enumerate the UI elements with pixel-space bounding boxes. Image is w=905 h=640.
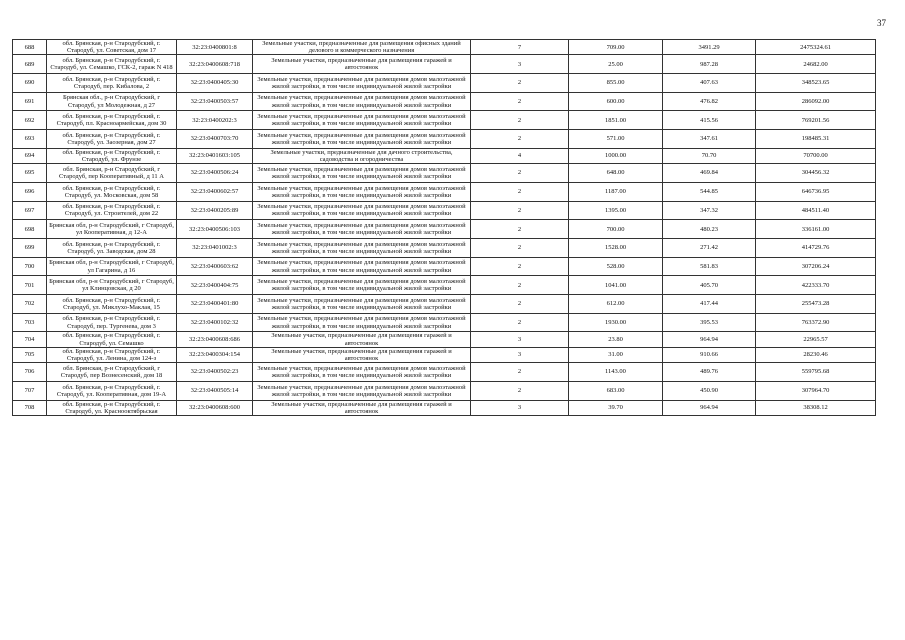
- unit-value-cell: 480.23: [663, 220, 756, 239]
- unit-value-cell: 987.28: [663, 55, 756, 74]
- row-number-cell: 704: [13, 332, 47, 347]
- unit-value-cell: 476.82: [663, 92, 756, 111]
- land-use-cell: Земельные участки, предназначенные для размещения домов малоэтажной жилой застройки, в том числе индивидуальной жилой застройки: [253, 182, 471, 201]
- address-cell: обл. Брянская, р-н Стародубский, г. Стародуб, пер. Тургенева, дом 3: [47, 313, 177, 332]
- table-row: [13, 148, 876, 163]
- cadastral-value-cell: 24682.00: [756, 55, 876, 74]
- unit-value-cell: 347.32: [663, 201, 756, 220]
- address-cell: обл. Брянская, р-н Стародубский, г. Стародуб, ул. Московская, дом 58: [47, 182, 177, 201]
- row-number-cell: 700: [13, 257, 47, 276]
- area-cell: 709.00: [569, 40, 663, 55]
- page-number: 37: [877, 18, 886, 28]
- cadastral-value-cell: 348523.65: [756, 74, 876, 93]
- cadastral-value-cell: 307206.24: [756, 257, 876, 276]
- row-number-cell: 693: [13, 130, 47, 149]
- cadastral-number-cell: 32:23:0400608:718: [177, 55, 253, 74]
- table-row: [13, 201, 876, 220]
- table-row: [13, 74, 876, 93]
- land-use-cell: Земельные участки, предназначенные для размещения гаражей и автостоянок: [253, 332, 471, 347]
- address-cell: обл. Брянская, р-н Стародубский, г. Стародуб, ул. Фрунзе: [47, 148, 177, 163]
- cadastral-value-cell: 255473.28: [756, 295, 876, 314]
- area-cell: 1000.00: [569, 148, 663, 163]
- cadastral-number-cell: 32:23:0400608:686: [177, 332, 253, 347]
- land-use-cell: Земельные участки, предназначенные для размещения домов малоэтажной жилой застройки, в том числе индивидуальной жилой застройки: [253, 111, 471, 130]
- unit-value-cell: 70.70: [663, 148, 756, 163]
- land-use-cell: Земельные участки, предназначенные для размещения домов малоэтажной жилой застройки, в том числе индивидуальной жилой застройки: [253, 363, 471, 382]
- cadastral-number-cell: 32:23:0400505:14: [177, 381, 253, 400]
- area-cell: 1187.00: [569, 182, 663, 201]
- cadastral-number-cell: 32:23:0400202:3: [177, 111, 253, 130]
- land-registry-table: [12, 39, 876, 416]
- area-cell: 612.00: [569, 295, 663, 314]
- cadastral-value-cell: 769201.56: [756, 111, 876, 130]
- group-number-cell: 2: [471, 201, 569, 220]
- cadastral-value-cell: 414729.76: [756, 239, 876, 258]
- cadastral-number-cell: 32:23:0400801:8: [177, 40, 253, 55]
- land-use-cell: Земельные участки, предназначенные для размещения домов малоэтажной жилой застройки, в том числе индивидуальной жилой застройки: [253, 381, 471, 400]
- area-cell: 571.00: [569, 130, 663, 149]
- group-number-cell: 2: [471, 130, 569, 149]
- cadastral-number-cell: 32:23:0401002:3: [177, 239, 253, 258]
- table-row: [13, 400, 876, 415]
- area-cell: 528.00: [569, 257, 663, 276]
- group-number-cell: 3: [471, 332, 569, 347]
- group-number-cell: 2: [471, 182, 569, 201]
- cadastral-value-cell: 304456.32: [756, 164, 876, 183]
- land-use-cell: Земельные участки, предназначенные для дачного строительства, садоводства и огородничества: [253, 148, 471, 163]
- group-number-cell: 3: [471, 55, 569, 74]
- cadastral-number-cell: 32:23:0400304:154: [177, 347, 253, 362]
- area-cell: 1041.00: [569, 276, 663, 295]
- area-cell: 25.00: [569, 55, 663, 74]
- cadastral-value-cell: 422333.70: [756, 276, 876, 295]
- cadastral-number-cell: 32:23:0400205:89: [177, 201, 253, 220]
- cadastral-value-cell: 484511.40: [756, 201, 876, 220]
- row-number-cell: 695: [13, 164, 47, 183]
- row-number-cell: 706: [13, 363, 47, 382]
- row-number-cell: 708: [13, 400, 47, 415]
- group-number-cell: 2: [471, 92, 569, 111]
- address-cell: Брянская обл, р-н Стародубский, г Стародуб, ул Гагарина, д 16: [47, 257, 177, 276]
- table-row: [13, 332, 876, 347]
- cadastral-number-cell: 32:23:0400401:80: [177, 295, 253, 314]
- group-number-cell: 2: [471, 313, 569, 332]
- row-number-cell: 703: [13, 313, 47, 332]
- unit-value-cell: 450.90: [663, 381, 756, 400]
- area-cell: 700.00: [569, 220, 663, 239]
- address-cell: обл. Брянская, р-н Стародубский, г. Стародуб, ул. Кооперативная, дом 19-А: [47, 381, 177, 400]
- cadastral-value-cell: 559795.68: [756, 363, 876, 382]
- address-cell: обл. Брянская, р-н Стародубский, г. Стародуб, ул. Миклухо-Маклая, 15: [47, 295, 177, 314]
- land-use-cell: Земельные участки, предназначенные для размещения домов малоэтажной жилой застройки, в том числе индивидуальной жилой застройки: [253, 220, 471, 239]
- row-number-cell: 705: [13, 347, 47, 362]
- area-cell: 1851.00: [569, 111, 663, 130]
- cadastral-number-cell: 32:23:0400506:24: [177, 164, 253, 183]
- group-number-cell: 2: [471, 257, 569, 276]
- address-cell: Брянская обл, р-н Стародубский, г Стародуб, ул Кооперативная, д 12-А: [47, 220, 177, 239]
- address-cell: обл. Брянская, р-н Стародубский, г. Стародуб, ул. Семашко: [47, 332, 177, 347]
- address-cell: обл. Брянская, р-н Стародубский, г Стародуб, пер Вознесенский, дом 18: [47, 363, 177, 382]
- address-cell: обл. Брянская, р-н Стародубский, г. Стародуб, пл. Красноармейская, дом 30: [47, 111, 177, 130]
- group-number-cell: 2: [471, 239, 569, 258]
- cadastral-value-cell: 28230.46: [756, 347, 876, 362]
- unit-value-cell: 3491.29: [663, 40, 756, 55]
- land-use-cell: Земельные участки, предназначенные для размещения домов малоэтажной жилой застройки, в том числе индивидуальной жилой застройки: [253, 276, 471, 295]
- table-row: [13, 276, 876, 295]
- unit-value-cell: 469.84: [663, 164, 756, 183]
- unit-value-cell: 964.94: [663, 332, 756, 347]
- table-row: [13, 220, 876, 239]
- row-number-cell: 701: [13, 276, 47, 295]
- table-row: [13, 347, 876, 362]
- table-row: [13, 92, 876, 111]
- address-cell: обл. Брянская, р-н Стародубский, г. Стародуб, ул. Ленина, дом 124-з: [47, 347, 177, 362]
- area-cell: 39.70: [569, 400, 663, 415]
- cadastral-value-cell: 286092.00: [756, 92, 876, 111]
- cadastral-number-cell: 32:23:0400102:32: [177, 313, 253, 332]
- row-number-cell: 694: [13, 148, 47, 163]
- land-use-cell: Земельные участки, предназначенные для размещения домов малоэтажной жилой застройки, в том числе индивидуальной жилой застройки: [253, 201, 471, 220]
- address-cell: обл. Брянская, р-н Стародубский, г. Стародуб, ул. Семашко, ГСК-2, гараж N 418: [47, 55, 177, 74]
- area-cell: 683.00: [569, 381, 663, 400]
- area-cell: 31.00: [569, 347, 663, 362]
- area-cell: 1395.00: [569, 201, 663, 220]
- area-cell: 1143.00: [569, 363, 663, 382]
- unit-value-cell: 405.70: [663, 276, 756, 295]
- group-number-cell: 2: [471, 164, 569, 183]
- area-cell: 1528.00: [569, 239, 663, 258]
- group-number-cell: 2: [471, 276, 569, 295]
- group-number-cell: 2: [471, 74, 569, 93]
- address-cell: обл. Брянская, р-н Стародубский, г Стародуб, пер Кооперативный, д 11 А: [47, 164, 177, 183]
- cadastral-value-cell: 2475324.61: [756, 40, 876, 55]
- land-use-cell: Земельные участки, предназначенные для размещения гаражей и автостоянок: [253, 55, 471, 74]
- group-number-cell: 4: [471, 148, 569, 163]
- row-number-cell: 699: [13, 239, 47, 258]
- address-cell: обл. Брянская, р-н Стародубский, г. Стародуб, ул. Строителей, дом 22: [47, 201, 177, 220]
- land-use-cell: Земельные участки, предназначенные для размещения домов малоэтажной жилой застройки, в том числе индивидуальной жилой застройки: [253, 74, 471, 93]
- address-cell: Брянская обл, р-н Стародубский, г Стародуб, ул Клинцовская, д 20: [47, 276, 177, 295]
- cadastral-number-cell: 32:23:0400603:62: [177, 257, 253, 276]
- unit-value-cell: 581.83: [663, 257, 756, 276]
- land-use-cell: Земельные участки, предназначенные для размещения домов малоэтажной жилой застройки, в том числе индивидуальной жилой застройки: [253, 239, 471, 258]
- table-row: [13, 295, 876, 314]
- land-use-cell: Земельные участки, предназначенные для размещения домов малоэтажной жилой застройки, в том числе индивидуальной жилой застройки: [253, 130, 471, 149]
- address-cell: обл. Брянская, р-н Стародубский, г. Стародуб, ул. Советская, дом 17: [47, 40, 177, 55]
- unit-value-cell: 417.44: [663, 295, 756, 314]
- address-cell: обл. Брянская, р-н Стародубский, г. Стародуб, ул. Заозерная, дом 27: [47, 130, 177, 149]
- group-number-cell: 2: [471, 363, 569, 382]
- group-number-cell: 3: [471, 347, 569, 362]
- address-cell: обл. Брянская, р-н Стародубский, г. Стародуб, ул. Заводская, дом 28: [47, 239, 177, 258]
- address-cell: обл. Брянская, р-н Стародубский, г. Стародуб, пер. Кибалова, 2: [47, 74, 177, 93]
- row-number-cell: 698: [13, 220, 47, 239]
- cadastral-value-cell: 38308.12: [756, 400, 876, 415]
- row-number-cell: 692: [13, 111, 47, 130]
- row-number-cell: 696: [13, 182, 47, 201]
- table-row: [13, 164, 876, 183]
- row-number-cell: 707: [13, 381, 47, 400]
- cadastral-value-cell: 198485.31: [756, 130, 876, 149]
- unit-value-cell: 407.63: [663, 74, 756, 93]
- cadastral-number-cell: 32:23:0400404:75: [177, 276, 253, 295]
- cadastral-number-cell: 32:23:0401603:105: [177, 148, 253, 163]
- address-cell: обл. Брянская, р-н Стародубский, г. Стародуб, ул. Краснооктябрьская: [47, 400, 177, 415]
- unit-value-cell: 415.56: [663, 111, 756, 130]
- table-row: [13, 257, 876, 276]
- cadastral-value-cell: 22965.57: [756, 332, 876, 347]
- cadastral-number-cell: 32:23:0400503:57: [177, 92, 253, 111]
- table-row: [13, 182, 876, 201]
- row-number-cell: 697: [13, 201, 47, 220]
- cadastral-value-cell: 763372.90: [756, 313, 876, 332]
- group-number-cell: 2: [471, 220, 569, 239]
- row-number-cell: 702: [13, 295, 47, 314]
- unit-value-cell: 395.53: [663, 313, 756, 332]
- table-row: [13, 40, 876, 55]
- row-number-cell: 690: [13, 74, 47, 93]
- cadastral-number-cell: 32:23:0400502:23: [177, 363, 253, 382]
- unit-value-cell: 271.42: [663, 239, 756, 258]
- land-use-cell: Земельные участки, предназначенные для размещения гаражей и автостоянок: [253, 400, 471, 415]
- area-cell: 600.00: [569, 92, 663, 111]
- cadastral-value-cell: 336161.00: [756, 220, 876, 239]
- cadastral-number-cell: 32:23:0400602:57: [177, 182, 253, 201]
- cadastral-number-cell: 32:23:0400703:70: [177, 130, 253, 149]
- area-cell: 23.80: [569, 332, 663, 347]
- group-number-cell: 2: [471, 295, 569, 314]
- land-use-cell: Земельные участки, предназначенные для размещения гаражей и автостоянок: [253, 347, 471, 362]
- cadastral-value-cell: 307964.70: [756, 381, 876, 400]
- table-row: [13, 130, 876, 149]
- land-use-cell: Земельные участки, предназначенные для размещения домов малоэтажной жилой застройки, в том числе индивидуальной жилой застройки: [253, 295, 471, 314]
- land-use-cell: Земельные участки, предназначенные для размещения домов малоэтажной жилой застройки, в том числе индивидуальной жилой застройки: [253, 257, 471, 276]
- group-number-cell: 7: [471, 40, 569, 55]
- table-row: [13, 55, 876, 74]
- row-number-cell: 689: [13, 55, 47, 74]
- unit-value-cell: 347.61: [663, 130, 756, 149]
- unit-value-cell: 544.85: [663, 182, 756, 201]
- table-row: [13, 313, 876, 332]
- group-number-cell: 2: [471, 111, 569, 130]
- unit-value-cell: 910.66: [663, 347, 756, 362]
- land-use-cell: Земельные участки, предназначенные для размещения офисных зданий делового и коммерческого назначения: [253, 40, 471, 55]
- cadastral-value-cell: 646736.95: [756, 182, 876, 201]
- table-row: [13, 381, 876, 400]
- row-number-cell: 691: [13, 92, 47, 111]
- land-use-cell: Земельные участки, предназначенные для размещения домов малоэтажной жилой застройки, в том числе индивидуальной жилой застройки: [253, 313, 471, 332]
- unit-value-cell: 489.76: [663, 363, 756, 382]
- cadastral-number-cell: 32:23:0400405:30: [177, 74, 253, 93]
- address-cell: Брянская обл., р-н Стародубский, г Стародуб, ул Молодежная, д 27: [47, 92, 177, 111]
- land-use-cell: Земельные участки, предназначенные для размещения домов малоэтажной жилой застройки, в том числе индивидуальной жилой застройки: [253, 164, 471, 183]
- row-number-cell: 688: [13, 40, 47, 55]
- area-cell: 1930.00: [569, 313, 663, 332]
- group-number-cell: 2: [471, 381, 569, 400]
- land-use-cell: Земельные участки, предназначенные для размещения домов малоэтажной жилой застройки, в том числе индивидуальной жилой застройки: [253, 92, 471, 111]
- area-cell: 648.00: [569, 164, 663, 183]
- unit-value-cell: 964.94: [663, 400, 756, 415]
- cadastral-value-cell: 70700.00: [756, 148, 876, 163]
- area-cell: 855.00: [569, 74, 663, 93]
- table-row: [13, 239, 876, 258]
- table-row: [13, 363, 876, 382]
- group-number-cell: 3: [471, 400, 569, 415]
- cadastral-number-cell: 32:23:0400608:600: [177, 400, 253, 415]
- cadastral-number-cell: 32:23:0400506:103: [177, 220, 253, 239]
- table-body: [13, 40, 876, 416]
- table-row: [13, 111, 876, 130]
